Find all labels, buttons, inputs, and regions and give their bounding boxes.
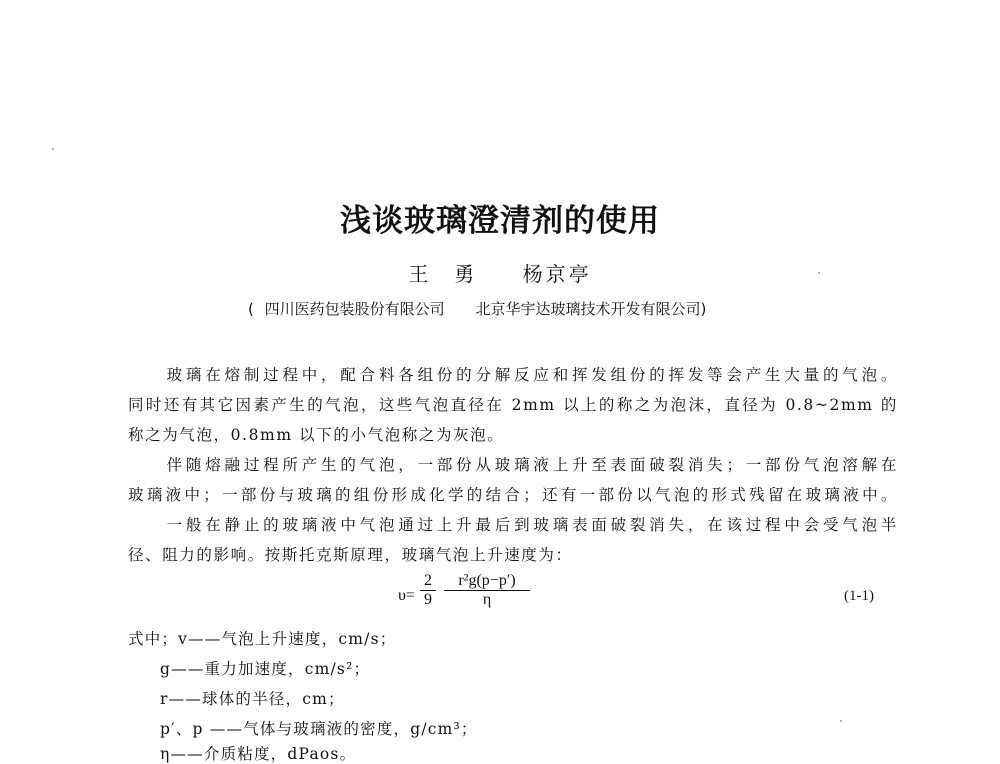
- affiliation-1: 四川医药包装股份有限公司: [264, 300, 445, 318]
- variable-def: p′、p ——气体与玻璃液的密度，g/cm³；: [160, 720, 478, 738]
- paper-title: 浅谈玻璃澄清剂的使用: [340, 203, 660, 239]
- variable-def: η——介质粘度，dPaos。: [160, 745, 357, 763]
- affiliation-2: 北京华宇达玻璃技术开发有限公司): [475, 300, 707, 318]
- paragraph-line: 同时还有其它因素产生的气泡，这些气泡直径在 2mm 以上的称之为泡沫，直径为 0.8~2mm 的: [128, 396, 898, 414]
- variables-intro-label: 式中；: [128, 630, 179, 648]
- author-list: [0, 258, 1000, 287]
- paragraph-line: 一般在静止的玻璃液中气泡通过上升最后到玻璃表面破裂消失，在该过程中会受气泡半: [128, 516, 898, 534]
- variable-def: g——重力加速度，cm/s²；: [160, 660, 371, 678]
- scan-speck: [818, 272, 820, 274]
- paragraph-line: 径、阻力的影响。按斯托克斯原理，玻璃气泡上升速度为：: [128, 546, 573, 564]
- formula-denominator: η: [482, 591, 492, 608]
- variable-def: v——气泡上升速度，cm/s；: [178, 630, 397, 648]
- variable-def: r——球体的半径，cm；: [160, 690, 345, 708]
- paragraph-line: 称之为气泡，0.8mm 以下的小气泡称之为灰泡。: [128, 426, 505, 444]
- formula-lhs: υ=: [398, 587, 415, 604]
- variables-intro: [128, 627, 396, 649]
- formula-denominator: 9: [424, 591, 432, 608]
- paragraph-3: [128, 510, 898, 570]
- formula-fraction-main: [444, 572, 530, 609]
- affiliations: [248, 298, 712, 319]
- formula-numerator: r²g(p−p′): [444, 572, 530, 591]
- paragraph-2: [128, 450, 898, 510]
- author-2: 杨京亭: [522, 262, 592, 286]
- formula-fraction-constant: [420, 572, 436, 609]
- scan-speck: [840, 720, 842, 722]
- equation-number: (1-1): [844, 588, 874, 604]
- scan-speck: [52, 148, 54, 150]
- author-1: 王 勇: [408, 262, 478, 286]
- paragraph-1: [128, 360, 898, 450]
- paragraph-line: 玻璃在熔制过程中，配合料各组份的分解反应和挥发组份的挥发等会产生大量的气泡。: [128, 366, 898, 384]
- formula-numerator: 2: [420, 572, 436, 591]
- affiliation-open-paren: (: [248, 300, 254, 318]
- paragraph-line: 玻璃液中；一部份与玻璃的组份形成化学的结合；还有一部份以气泡的形式残留在玻璃液中。: [128, 486, 898, 504]
- paragraph-line: 伴随熔融过程所产生的气泡，一部份从玻璃液上升至表面破裂消失；一部份气泡溶解在: [128, 456, 898, 474]
